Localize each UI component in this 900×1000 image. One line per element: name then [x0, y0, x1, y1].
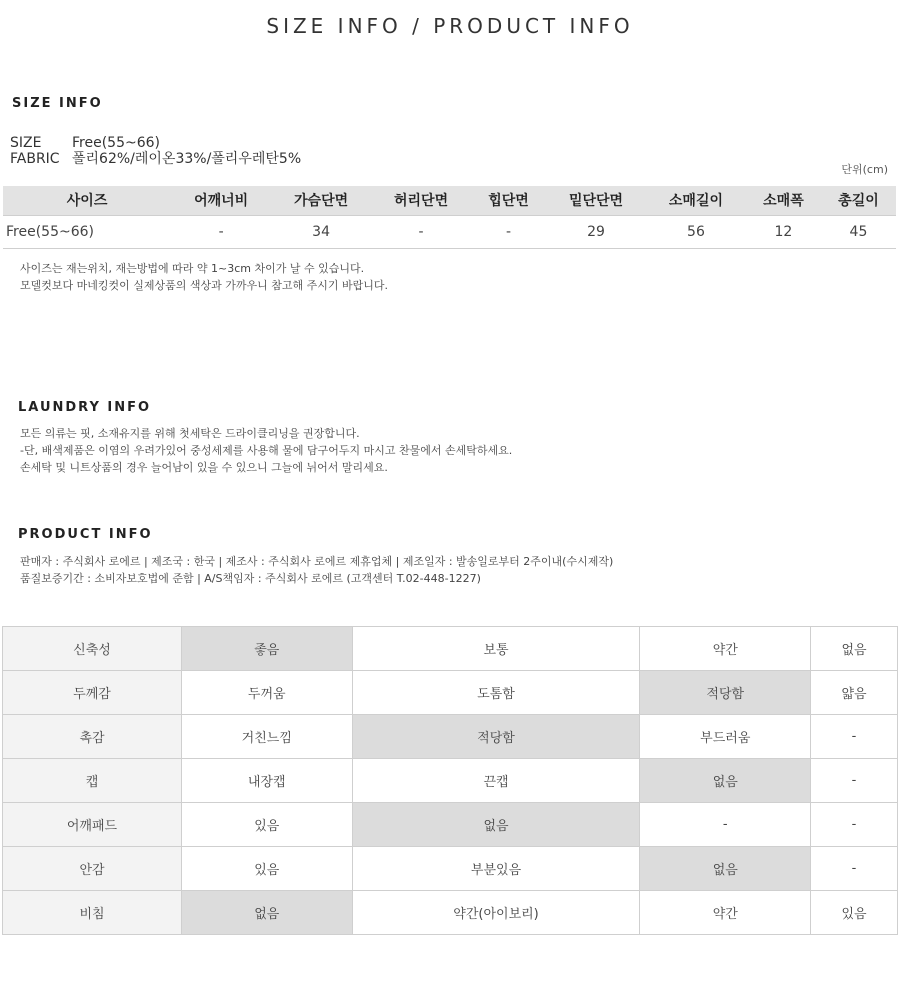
property-option: 보통 — [352, 627, 640, 671]
property-label: 촉감 — [3, 715, 182, 759]
property-option: 도톰함 — [352, 671, 640, 715]
size-label: SIZE — [10, 135, 42, 151]
size-cell: 56 — [646, 215, 746, 248]
property-option: 얇음 — [811, 671, 898, 715]
property-option: 끈캡 — [352, 759, 640, 803]
product-notes — [20, 553, 613, 587]
laundry-line: -단, 배색제품은 이염의 우려가있어 중성세제를 사용해 물에 담구어두지 마시고 찬물에서 손세탁하세요. — [20, 444, 513, 457]
property-option-selected: 적당함 — [640, 671, 811, 715]
property-table — [2, 626, 898, 935]
fabric-value: 폴리62%/레이온33%/폴리우레탄5% — [72, 151, 302, 167]
product-line: 품질보증기간 : 소비자보호법에 준함 | A/S책임자 : 주식회사 로에르 (고객센터 T.02-448-1227) — [20, 572, 481, 585]
size-row — [10, 135, 160, 151]
property-option: 거친느낌 — [182, 715, 353, 759]
size-cell: 34 — [271, 215, 371, 248]
property-option: 약간 — [640, 627, 811, 671]
property-row — [3, 627, 898, 671]
property-option: 부드러움 — [640, 715, 811, 759]
property-row — [3, 715, 898, 759]
product-line: 판매자 : 주식회사 로에르 | 제조국 : 한국 | 제조사 : 주식회사 로에르 제휴업체 | 제조일자 : 발송일로부터 2주이내(수시제작) — [20, 555, 614, 568]
property-row — [3, 847, 898, 891]
size-note-line: 모델컷보다 마네킹컷이 실제상품의 색상과 가까우니 참고해 주시기 바랍니다. — [20, 279, 389, 292]
property-option: - — [640, 803, 811, 847]
laundry-notes — [20, 425, 512, 476]
size-col-header: 밑단단면 — [546, 186, 646, 215]
size-col-header: 가슴단면 — [271, 186, 371, 215]
property-label: 비침 — [3, 891, 182, 935]
property-label: 신축성 — [3, 627, 182, 671]
property-option: 있음 — [182, 803, 353, 847]
size-table-header-row — [3, 186, 896, 215]
property-option: 부분있음 — [352, 847, 640, 891]
property-option: - — [811, 715, 898, 759]
table-row — [3, 215, 896, 248]
property-option: 두꺼움 — [182, 671, 353, 715]
fabric-row — [10, 151, 301, 167]
size-cell: - — [371, 215, 471, 248]
property-option: 없음 — [811, 627, 898, 671]
property-row — [3, 803, 898, 847]
property-label: 캡 — [3, 759, 182, 803]
page-title: SIZE INFO / PRODUCT INFO — [266, 14, 634, 38]
property-option-selected: 없음 — [640, 759, 811, 803]
size-notes — [20, 260, 388, 294]
size-col-header: 총길이 — [821, 186, 896, 215]
property-label: 어깨패드 — [3, 803, 182, 847]
property-label: 두께감 — [3, 671, 182, 715]
property-row — [3, 891, 898, 935]
laundry-info-heading: LAUNDRY INFO — [18, 400, 152, 415]
size-col-header: 사이즈 — [3, 186, 171, 215]
property-option-selected: 좋음 — [182, 627, 353, 671]
size-col-header: 허리단면 — [371, 186, 471, 215]
size-cell: - — [171, 215, 271, 248]
size-col-header: 소매폭 — [746, 186, 821, 215]
property-option: 있음 — [182, 847, 353, 891]
property-label: 안감 — [3, 847, 182, 891]
size-cell: 12 — [746, 215, 821, 248]
size-cell: 29 — [546, 215, 646, 248]
property-option: - — [811, 847, 898, 891]
size-col-header: 소매길이 — [646, 186, 746, 215]
property-option: 내장캡 — [182, 759, 353, 803]
unit-label: 단위(cm) — [841, 163, 888, 176]
property-option: - — [811, 759, 898, 803]
property-option: 약간(아이보리) — [352, 891, 640, 935]
size-note-line: 사이즈는 재는위치, 재는방법에 따라 약 1~3cm 차이가 날 수 있습니다. — [20, 262, 365, 275]
property-option-selected: 적당함 — [352, 715, 640, 759]
size-info-heading: SIZE INFO — [12, 96, 103, 111]
property-option-selected: 없음 — [640, 847, 811, 891]
laundry-line: 모든 의류는 핏, 소재유지를 위해 첫세탁은 드라이클리닝을 권장합니다. — [20, 427, 360, 440]
size-cell: - — [471, 215, 546, 248]
laundry-line: 손세탁 및 니트상품의 경우 늘어남이 있을 수 있으니 그늘에 뉘어서 말리세요. — [20, 461, 388, 474]
property-option-selected: 없음 — [352, 803, 640, 847]
size-cell: Free(55~66) — [3, 215, 171, 248]
property-row — [3, 671, 898, 715]
product-info-heading: PRODUCT INFO — [18, 527, 153, 542]
fabric-label: FABRIC — [10, 151, 60, 167]
size-table — [3, 186, 896, 249]
property-option-selected: 없음 — [182, 891, 353, 935]
property-row — [3, 759, 898, 803]
property-option: 있음 — [811, 891, 898, 935]
size-col-header: 어깨너비 — [171, 186, 271, 215]
size-col-header: 힙단면 — [471, 186, 546, 215]
size-cell: 45 — [821, 215, 896, 248]
property-option: 약간 — [640, 891, 811, 935]
property-option: - — [811, 803, 898, 847]
size-value: Free(55~66) — [72, 135, 160, 151]
